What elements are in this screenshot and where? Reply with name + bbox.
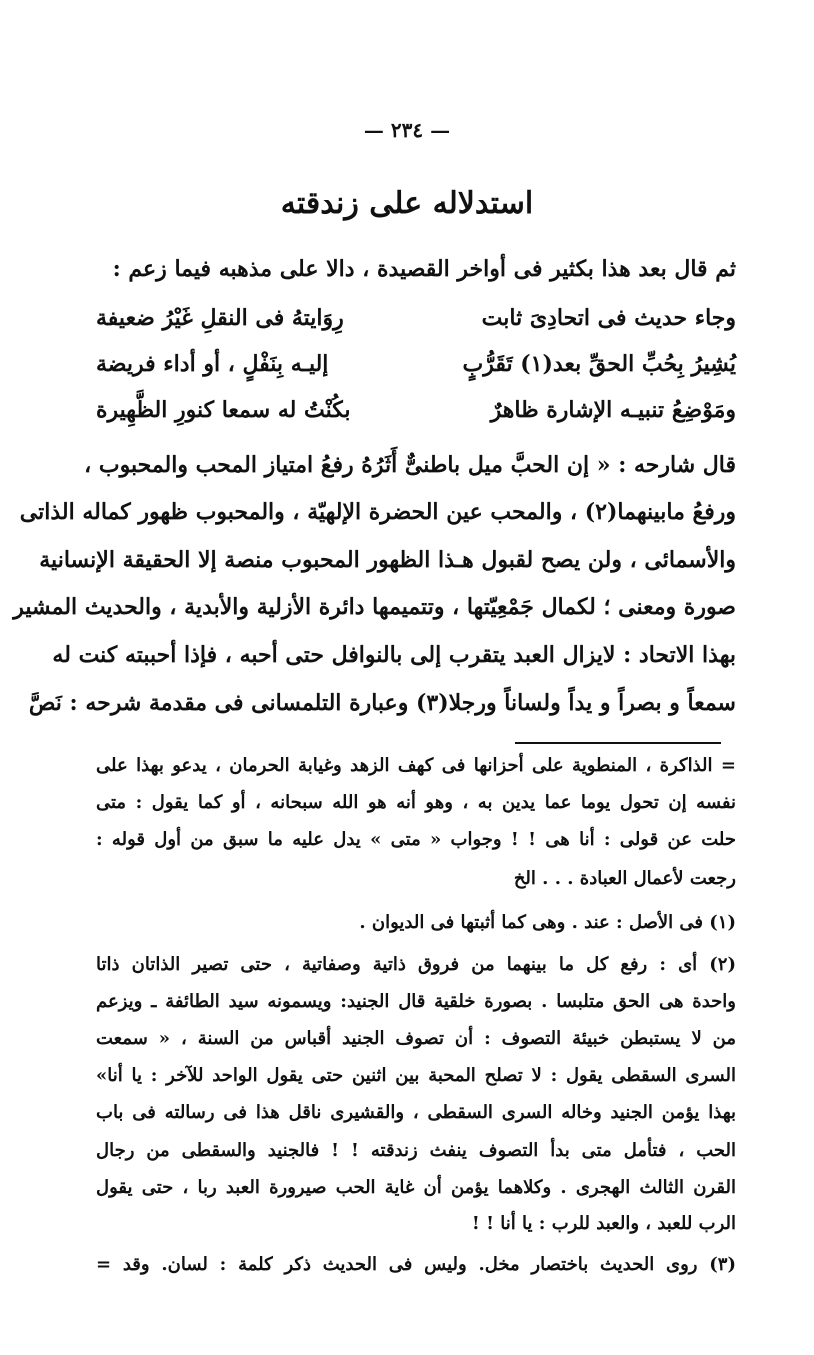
footnote-3: (٣) روى الحديث باختصار مخل. وليس فى الحديث ذكر كلمة : لسان. وقد = xyxy=(96,1254,736,1275)
body-line: ورفعُ مابينهما(٢) ، والمحب عين الحضرة الإلهيّة ، والمحبوب ظهور كماله الذاتى xyxy=(19,499,736,525)
page-number: — ٢٣٤ — xyxy=(363,118,451,142)
footnote-1: (١) فى الأصل : عند . وهى كما أثبتها فى الديوان . xyxy=(359,912,736,933)
body-line: والأسمائى ، ولن يصح لقبول هـذا الظهور المحبوب منصة إلا الحقيقة الإنسانية xyxy=(39,547,736,573)
verse-3 xyxy=(96,392,736,432)
body-line: قال شارحه : « إن الحبَّ ميل باطنىٌّ أَثَرُهُ رفعُ امتياز المحب والمحبوب ، xyxy=(84,452,736,478)
verse-1 xyxy=(96,300,736,340)
intro-line: ثم قال بعد هذا بكثير فى أواخر القصيدة ، دالا على مذهبه فيما زعم : xyxy=(112,256,736,282)
footnote-2-line: السرى السقطى يقول : لا تصلح المحبة بين اثنين حتى يقول الواحد للآخر : يا أنا» xyxy=(96,1065,736,1086)
footnote-2-line: القرن الثالث الهجرى . وكلاهما يؤمن أن غاية الحب صيرورة العبد ربا ، حتى يقول xyxy=(96,1177,736,1198)
footnote-2-line: واحدة هى الحق متلبسا . بصورة خلقية قال الجنيد: ويسمونه سيد الطائفة ـ ويزعم xyxy=(96,991,736,1012)
footnote-2-line: بهذا يؤمن الجنيد وخاله السرى السقطى ، والقشيرى ناقل هذا فى رسالته فى باب xyxy=(96,1102,736,1123)
verse-second-hemistich: رِوَايتهُ فى النقلِ غَيْرُ ضعيفة xyxy=(96,305,344,331)
verse-first-hemistich: وجاء حديث فى اتحادِىَ ثابت xyxy=(481,305,736,331)
footnote-separator xyxy=(515,742,721,744)
footnote-continuation-line: حلت عن قولى : أنا هى ! ! وجواب « متى » يدل عليه ما سبق من أول قوله : xyxy=(96,829,736,850)
footnote-continuation-line: = الذاكرة ، المنطوية على أحزانها فى كهف الزهد وغيابة الحرمان ، يدعو بهذا على xyxy=(96,755,736,776)
verse-first-hemistich: ومَوْضِعُ تنبيـه الإشارة ظاهرٌ xyxy=(490,397,736,423)
footnote-continuation-line: رجعت لأعمال العبادة . . . الخ xyxy=(513,868,736,889)
verse-second-hemistich: بكُنْتُ له سمعا كنورِ الظَّهِيرة xyxy=(96,397,351,423)
footnote-2-line: (٢) أى : رفع كل ما بينهما من فروق ذاتية وصفاتية ، حتى تصير الذاتان ذاتا xyxy=(96,954,736,975)
body-line: سمعاً و بصراً و يداً ولساناً ورجلا(٣) وعبارة التلمسانى فى مقدمة شرحه : نَصَّ xyxy=(28,690,736,716)
footnote-2-line: الحب ، فتأمل متى بدأ التصوف ينفث زندقته ! ! فالجنيد والسقطى من رجال xyxy=(96,1140,736,1161)
verse-second-hemistich: إليـه بِنَفْلٍ ، أو أداء فريضة xyxy=(96,351,329,377)
footnote-continuation-line: نفسه إن تحول يوما عما يدين به ، وهو أنه هو الله سبحانه ، أو كما يقول : متى xyxy=(96,792,736,813)
section-heading: استدلاله على زندقته xyxy=(280,186,534,221)
verse-first-hemistich: يُشِيرُ بِحُبِّ الحقِّ بعد(١) تَقَرُّبٍ xyxy=(462,351,736,377)
verse-2 xyxy=(96,346,736,386)
body-line: بهذا الاتحاد : لايزال العبد يتقرب إلى بالنوافل حتى أحبه ، فإذا أحببته كنت له xyxy=(52,642,736,668)
body-line: صورة ومعنى ؛ لكمال جَمْعِيّتها ، وتتميمها دائرة الأزلية والأبدية ، والحديث المشير xyxy=(13,594,736,620)
footnote-2-line: من لا يستبطن خبيئة التصوف : أن تصوف الجنيد أقباس من السنة ، « سمعت xyxy=(96,1028,736,1049)
footnote-2-line: الرب للعبد ، والعبد للرب : يا أنا ! ! xyxy=(471,1213,736,1234)
